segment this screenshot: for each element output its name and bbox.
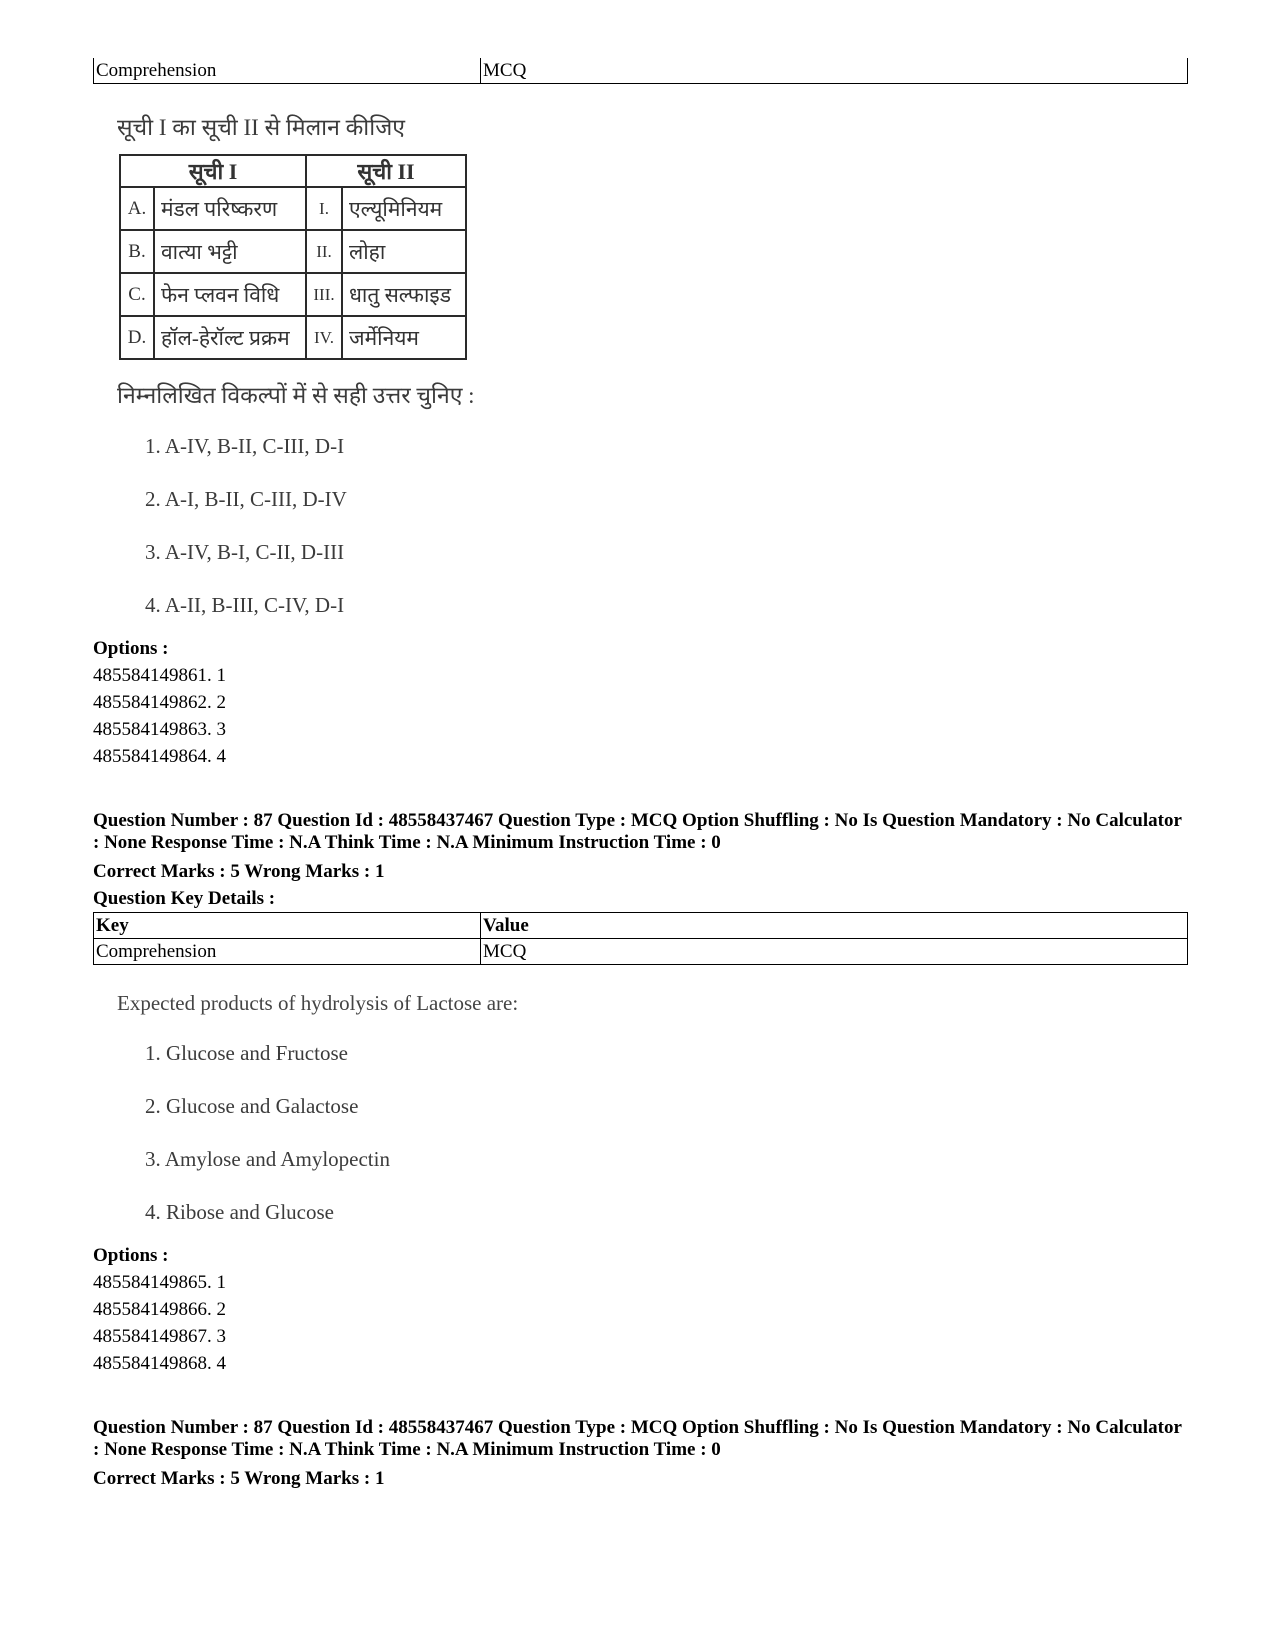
question-image-lactose [117,965,1188,1238]
right-value: जर्मेनियम [342,316,466,359]
list-item: 1. Glucose and Fructose [145,1041,348,1065]
option-line: 485584149862. 2 [93,692,226,713]
option-line: 485584149863. 3 [93,719,226,740]
right-tag: IV. [306,316,342,359]
left-tag: D. [120,316,154,359]
left-value: वात्या भट्टी [154,230,306,273]
question-marks: Correct Marks : 5 Wrong Marks : 1 [93,1468,385,1489]
key-details-table [93,912,1188,965]
question-meta: Question Number : 87 Question Id : 48558437467 Question Type : MCQ Option Shuffling : No Is Question Mandatory : No Calculator : None Response Time : N.A Think Time : N.A Minimum Instruction Time : 0 [93,810,1182,853]
options-label: Options : [93,638,169,659]
option-line: 485584149865. 1 [93,1272,226,1293]
right-value: धातु सल्फाइड [342,273,466,316]
options-label: Options : [93,1245,169,1266]
key-cell: Comprehension [94,58,481,84]
match-table [119,154,467,360]
left-tag: C. [120,273,154,316]
table-row [120,316,466,359]
right-value: एल्यूमिनियम [342,187,466,230]
value-cell: MCQ [481,58,1188,84]
list-item: 1. A-IV, B-II, C-III, D-I [145,434,345,458]
key-details-label: Question Key Details : [93,888,276,909]
list-2-header: सूची II [306,155,466,187]
list-1-header: सूची I [120,155,306,187]
list-item: 3. A-IV, B-I, C-II, D-III [145,540,345,564]
right-tag: I. [306,187,342,230]
list-item: 2. A-I, B-II, C-III, D-IV [145,487,347,511]
right-tag: II. [306,230,342,273]
left-value: मंडल परिष्करण [154,187,306,230]
left-tag: B. [120,230,154,273]
table-row [120,230,466,273]
question-heading: Expected products of hydrolysis of Lactose are: [117,991,519,1015]
choice-list [145,1039,1188,1238]
left-value: हॉल-हेरॉल्ट प्रक्रम [154,316,306,359]
header-value: Value [481,913,1188,939]
choice-list [145,432,1188,631]
table-row [94,939,1188,965]
option-line: 485584149864. 4 [93,746,226,767]
question-meta: Question Number : 87 Question Id : 48558437467 Question Type : MCQ Option Shuffling : No Is Question Mandatory : No Calculator : None Response Time : N.A Think Time : N.A Minimum Instruction Time : 0 [93,1417,1182,1460]
left-tag: A. [120,187,154,230]
match-header-row [120,155,466,187]
list-item: 3. Amylose and Amylopectin [145,1147,390,1171]
list-item: 2. Glucose and Galactose [145,1094,359,1118]
table-row [120,187,466,230]
option-line: 485584149868. 4 [93,1353,226,1374]
left-value: फेन प्लवन विधि [154,273,306,316]
value-cell: MCQ [481,939,1188,965]
document-page [93,58,1188,1492]
question-marks: Correct Marks : 5 Wrong Marks : 1 [93,861,385,882]
list-item: 4. A-II, B-III, C-IV, D-I [145,593,345,617]
option-line: 485584149861. 1 [93,665,226,686]
header-key: Key [94,913,481,939]
table-row [94,58,1188,84]
option-line: 485584149866. 2 [93,1299,226,1320]
question-heading: सूची I का सूची II से मिलान कीजिए [117,115,406,140]
choose-prompt: निम्नलिखित विकल्पों में से सही उत्तर चुनिए : [117,383,475,408]
right-value: लोहा [342,230,466,273]
table-row [120,273,466,316]
option-line: 485584149867. 3 [93,1326,226,1347]
question-image-match [117,84,1188,631]
top-key-table [93,58,1188,84]
right-tag: III. [306,273,342,316]
table-header-row [94,913,1188,939]
list-item: 4. Ribose and Glucose [145,1200,334,1224]
key-cell: Comprehension [94,939,481,965]
